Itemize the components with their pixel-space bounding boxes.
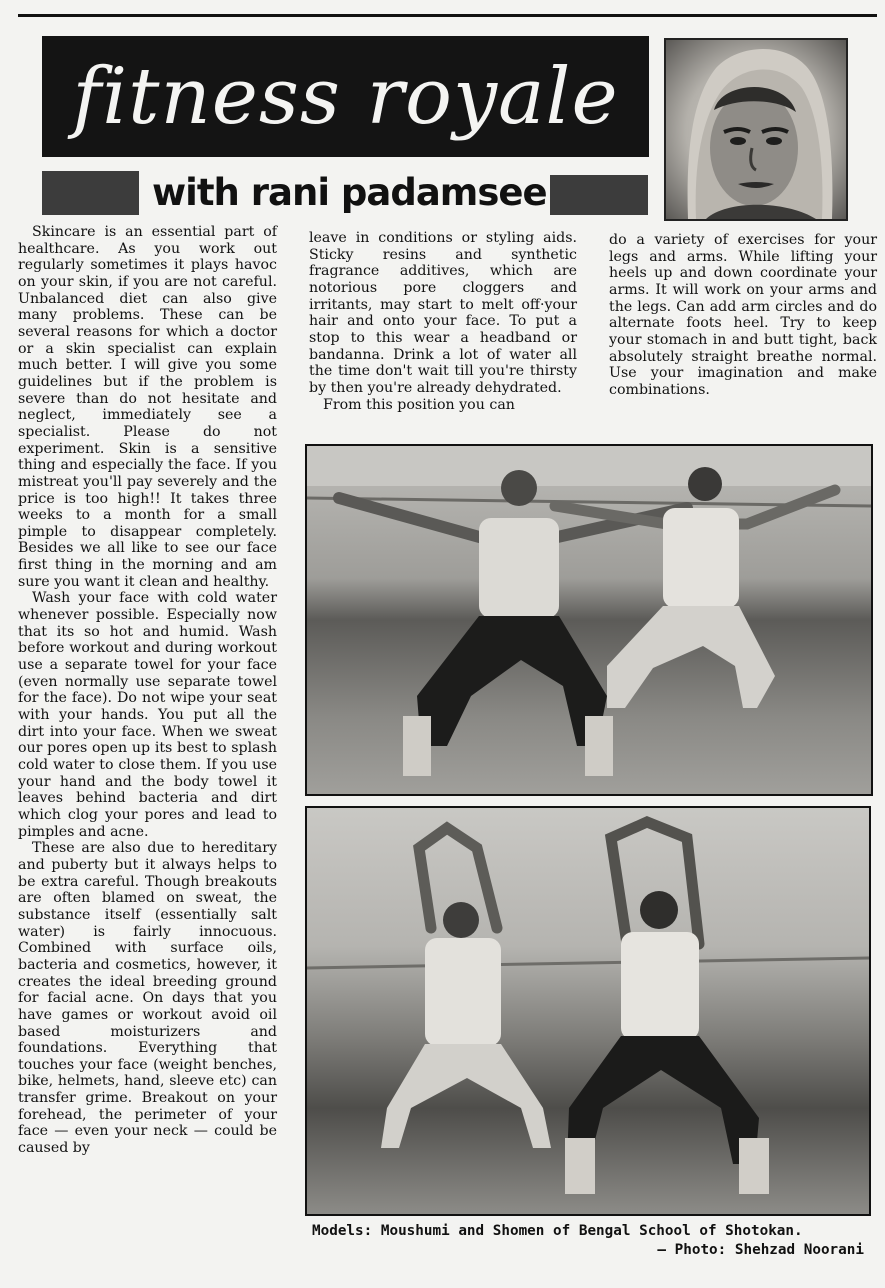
photo-caption: [312, 1222, 864, 1260]
article-paragraph: These are also due to hereditary and puberty but it always helps to be extra careful. Though breakouts are often blamed on sweat, the substance itself (essentially salt water) is fairly innocuous. Combined with surface oils, bacteria and cosmetics, however, it creates the ideal breeding ground for facial acne. On days that you have games or workout avoid oil based moisturizers and foundations. Everything that touches your face (weight benches, bike, helmets, hand, sleeve etc) can transfer grime. Breakout on your forehead, the perimeter of your face — even your neck — could be caused by: [18, 840, 277, 1157]
article-paragraph: Skincare is an essential part of healthcare. As you work out regularly sometimes it plays havoc on your skin, if you are not careful. Unbalanced diet can also give many problems. These can be several reasons for which a doctor or a skin specialist can explain much better. I will give you some guidelines but if the problem is severe than do not hesitate and neglect, immediately see a specialist. Please do not experiment. Skin is a sensitive thing and especially the face. If you mistreat you'll pay severely and the price is too high!! It takes three weeks to a month for a small pimple to disappear completely. Besides we all like to see our face first thing in the morning and am sure you want it clean and healthy.: [18, 224, 277, 590]
top-rule: [18, 14, 877, 17]
article-column-3: [609, 232, 877, 399]
exercise-photo-arms-extended: [305, 444, 873, 796]
byline-decor-block-right: [550, 175, 648, 215]
byline-decor-block-left: [42, 171, 139, 215]
exercise-figures-illustration: [307, 808, 869, 1214]
article-paragraph: Wash your face with cold water whenever possible. Especially now that its so hot and humid. Wash before workout and during workout use a separate towel for your face (even normally use separate towel for the face). Do not wipe your seat with your hands. You put all the dirt into your face. When we sweat our pores open up its best to splash cold water to close them. If you use your hand and the body towel it leaves behind bacteria and dirt which clog your pores and lead to pimples and acne.: [18, 590, 277, 840]
article-column-1: [18, 224, 277, 1157]
byline: with rani padamsee: [152, 171, 547, 214]
column-masthead: [42, 36, 649, 157]
column-title: fitness royale: [72, 51, 619, 142]
exercise-figures-illustration: [307, 446, 871, 794]
article-paragraph: From this position you can: [323, 396, 515, 413]
article-paragraph: leave in conditions or styling aids. Sticky resins and synthetic fragrance additives, which are notorious pore cloggers and irritants, may start to melt off·your hair and onto your face. To put a stop to this wear a headband or bandanna. Drink a lot of water all the time don't wait till you're thirsty by then you're already dehydrated.: [309, 230, 577, 396]
article-column-2: [309, 230, 577, 413]
byline-row: [42, 167, 648, 219]
caption-models: Models: Moushumi and Shomen of Bengal School of Shotokan.: [312, 1223, 803, 1239]
author-portrait-photo: [664, 38, 848, 221]
exercise-photo-arms-overhead: [305, 806, 871, 1216]
article-paragraph: do a variety of exercises for your legs and arms. While lifting your heels up and down coordinate your arms. It will work on your arms and the legs. Can add arm circles and do alternate foots heel. Try to keep your stomach in and butt tight, back absolutely straight breathe normal. Use your imagination and make combinations.: [609, 232, 877, 398]
photo-credit: — Photo: Shehzad Noorani: [657, 1242, 864, 1258]
author-portrait-illustration: [666, 40, 846, 219]
